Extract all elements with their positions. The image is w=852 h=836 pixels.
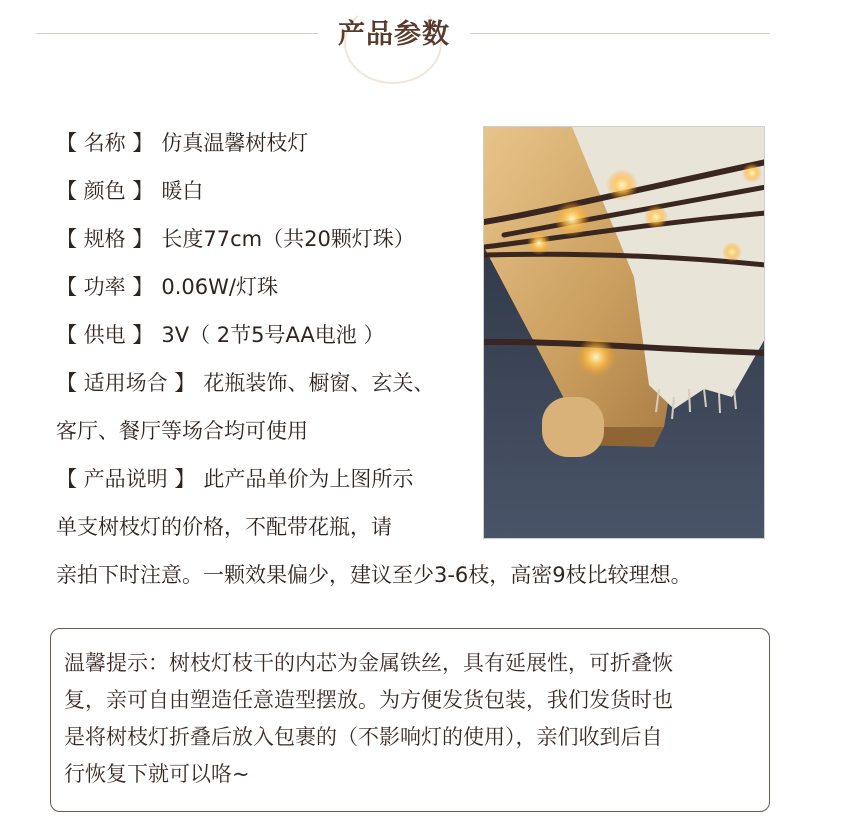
param-key: 【 名称 】: [56, 131, 154, 155]
param-value: 花瓶装饰、橱窗、玄关、: [203, 371, 435, 395]
param-row-power: [56, 272, 278, 302]
param-key: 【 产品说明 】: [56, 467, 196, 491]
param-row-desc: [56, 464, 413, 494]
param-row-desc-cont: [56, 512, 392, 542]
param-value: 亲拍下时注意。一颗效果偏少，建议至少3-6枝，高密9枝比较理想。: [56, 563, 692, 587]
param-row-usage-cont: [56, 416, 308, 446]
param-value: 仿真温馨树枝灯: [161, 131, 309, 155]
header-divider-left: [36, 33, 318, 34]
notice-box: [50, 628, 770, 812]
param-row-usage: [56, 368, 434, 398]
param-key: 【 适用场合 】: [56, 371, 196, 395]
product-photo: [483, 126, 765, 539]
param-row-name: [56, 128, 308, 158]
notice-line: 复，亲可自由塑造任意造型摆放。为方便发货包装，我们发货时也: [64, 688, 673, 712]
param-row-supply: [56, 320, 384, 350]
notice-line: 行恢复下就可以咯~: [64, 762, 250, 786]
branch-light-illustration: [484, 127, 765, 539]
section-header: [0, 0, 852, 90]
param-value: 此产品单价为上图所示: [203, 467, 414, 491]
notice-line: 温馨提示：树枝灯枝干的内芯为金属铁丝，具有延展性，可折叠恢: [64, 651, 673, 675]
param-value: 单支树枝灯的价格，不配带花瓶，请: [56, 515, 392, 539]
param-value: 长度77cm（共20颗灯珠）: [161, 227, 415, 251]
param-row-color: [56, 176, 203, 206]
param-value: 0.06W/灯珠: [161, 275, 278, 299]
param-key: 【 供电 】: [56, 323, 154, 347]
param-row-desc-cont2: [56, 560, 692, 590]
header-divider-right: [470, 33, 770, 34]
param-value: 暖白: [161, 179, 204, 203]
param-key: 【 规格 】: [56, 227, 154, 251]
section-title: 产品参数: [338, 19, 450, 50]
param-value: 3V（ 2节5号AA电池 ）: [161, 323, 385, 347]
param-key: 【 颜色 】: [56, 179, 154, 203]
notice-line: 是将树枝灯折叠后放入包裹的（不影响灯的使用），亲们收到后自: [64, 725, 663, 749]
param-row-spec: [56, 224, 415, 254]
param-value: 客厅、餐厅等场合均可使用: [56, 419, 308, 443]
param-key: 【 功率 】: [56, 275, 154, 299]
